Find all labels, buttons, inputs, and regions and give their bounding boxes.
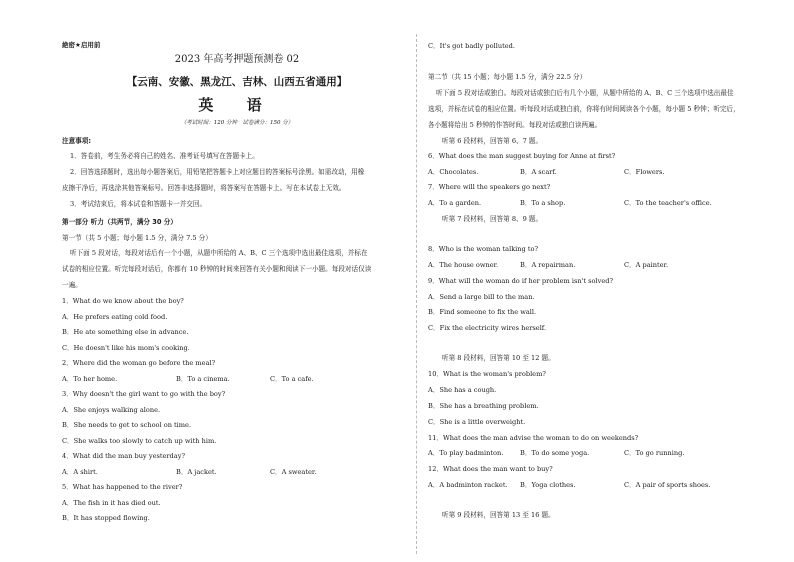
note-line: 3．考试结束后，将本试卷和答题卡一并交回。: [70, 200, 207, 208]
instruction-line: 各小题将给出 5 秒钟的作答时间。每段对话或独白读两遍。: [428, 121, 602, 129]
answer-option: A．To her home.: [62, 374, 118, 383]
exam-title: 2023 年高考押题预测卷 02: [174, 54, 300, 65]
instruction-line: 一遍。: [62, 281, 82, 289]
answer-option: A．To a garden.: [428, 199, 482, 207]
section2-heading: 第二节（共 15 小题；每小题 1.5 分，满分 22.5 分）: [428, 73, 587, 81]
listening-material-lead: 听第 9 段材料，回答第 13 至 16 题。: [442, 511, 555, 519]
answer-option: C．Flowers.: [624, 168, 665, 176]
instruction-line: 听下面 5 段对话，每段对话后有一个小题，从题中所给的 A、B、C 三个选项中选出最佳选项，并标在: [70, 249, 368, 257]
note-line: 皮擦干净后，再选涂其他答案标号。回答非选择题时，将答案写在答题卡上。写在本试卷上无效。: [62, 184, 346, 192]
notes-heading: 注意事项:: [62, 137, 92, 145]
answer-option: C．She walks too slowly to catch up with him.: [62, 436, 217, 445]
answer-option: B．To a shop.: [520, 199, 566, 207]
q5-option-c: C．It's got badly polluted.: [428, 42, 515, 50]
answer-option: A．Chocolates.: [428, 168, 479, 176]
question-stem: 2．Where did the woman go before the meal?: [62, 359, 216, 367]
listening-material-lead: 听第 8 段材料，回答第 10 至 12 题。: [442, 354, 555, 362]
question-line: 9．What will the woman do if her problem isn't solved?: [428, 277, 613, 285]
answer-option: A．She enjoys walking alone.: [62, 405, 161, 414]
question-stem: 1．What do we know about the boy?: [62, 297, 184, 305]
answer-option: B．A scarf.: [520, 168, 557, 176]
instruction-line: 试卷的相应位置。听完每段对话后，你都有 10 秒钟的时间来回答有关小题和阅读下一小题。每段对话仅读: [62, 265, 372, 273]
answer-option: C．To the teacher's office.: [624, 199, 712, 207]
question-line: A．She has a cough.: [428, 386, 497, 394]
region-title: 【云南、安徽、黑龙江、吉林、山西五省通用】: [126, 76, 348, 88]
answer-option: B．A jacket.: [176, 467, 217, 476]
question-line: 7．Where will the speakers go next?: [428, 183, 551, 191]
instruction-line: 选项，并标在试卷的相应位置。听每段对话或独白前，你将有时间阅读各个小题，每小题 5 秒钟；听完后，: [428, 105, 740, 113]
answer-option: C．To go running.: [624, 449, 685, 457]
section1-heading: 第一节（共 5 小题；每小题 1.5 分，满分 7.5 分）: [62, 234, 212, 242]
answer-option: C．A pair of sports shoes.: [624, 481, 711, 489]
question-line: 8．Who is the woman talking to?: [428, 245, 539, 253]
answer-option: B．It has stopped flowing.: [62, 514, 150, 522]
answer-option: B．To a cinema.: [176, 374, 230, 383]
answer-option: A．A shirt.: [62, 467, 98, 476]
question-line: B．She has a breathing problem.: [428, 402, 539, 410]
question-stem: 5．What has happened to the river?: [62, 483, 183, 491]
answer-option: C．He doesn't like his mom's cooking.: [62, 343, 190, 352]
part1-heading: 第一部分 听力（共两节，满分 30 分）: [62, 218, 177, 226]
question-line: C．She is a little overweight.: [428, 418, 526, 426]
confidential-label: 絶密★启用前: [62, 41, 101, 49]
answer-option: A．The house owner.: [428, 261, 499, 269]
question-line: B．Find someone to fix the wall.: [428, 308, 537, 316]
question-line: 6．What does the man suggest buying for Anne at first?: [428, 152, 616, 160]
answer-option: A．The fish in it has died out.: [62, 498, 161, 507]
answer-option: A．He prefers eating cold food.: [62, 312, 168, 321]
answer-option: B．She needs to get to school on time.: [62, 421, 192, 429]
question-stem: 4．What did the man buy yesterday?: [62, 452, 185, 460]
note-line: 2．回答选择题时，选出每小题答案后，用铅笔把答题卡上对应题目的答案标号涂黑。如需改动，用橡: [70, 168, 365, 176]
answer-option: C．A sweater.: [270, 467, 317, 476]
instruction-line: 听下面 5 段对话或独白。每段对话或独白后有几个小题，从题中所给的 A、B、C 三个选项中选出最佳: [436, 89, 734, 97]
question-line: 11．What does the man advise the woman to do on weekends?: [428, 434, 639, 442]
answer-option: B．To do some yoga.: [520, 449, 590, 457]
column-divider: [416, 34, 417, 554]
answer-option: B．A repairman.: [520, 261, 576, 269]
question-line: C．Fix the electricity wires herself.: [428, 324, 547, 332]
listening-material-lead: 听第 6 段材料，回答第 6、7 题。: [442, 137, 543, 145]
answer-option: A．A badminton racket.: [428, 481, 508, 489]
question-line: 10．What is the woman's problem?: [428, 370, 546, 378]
question-stem: 3．Why doesn't the girl want to go with the boy?: [62, 390, 226, 398]
subject-title: 英 语: [198, 96, 276, 114]
question-line: A．Send a large bill to the man.: [428, 293, 535, 301]
answer-option: A．To play badminton.: [428, 449, 504, 457]
answer-option: B．Yoga clothes.: [520, 481, 576, 489]
question-line: 12．What does the man want to buy?: [428, 465, 553, 473]
answer-option: C．A painter.: [624, 261, 669, 269]
note-line: 1．答卷前，考生务必将自己的姓名、准考证号填写在答题卡上。: [70, 152, 259, 160]
exam-time-info: （考试时间：120 分钟 试卷满分：150 分）: [180, 120, 294, 126]
answer-option: C．To a cafe.: [270, 374, 314, 383]
listening-material-lead: 听第 7 段材料，回答第 8、9 题。: [442, 215, 543, 223]
answer-option: B．He ate something else in advance.: [62, 328, 189, 336]
